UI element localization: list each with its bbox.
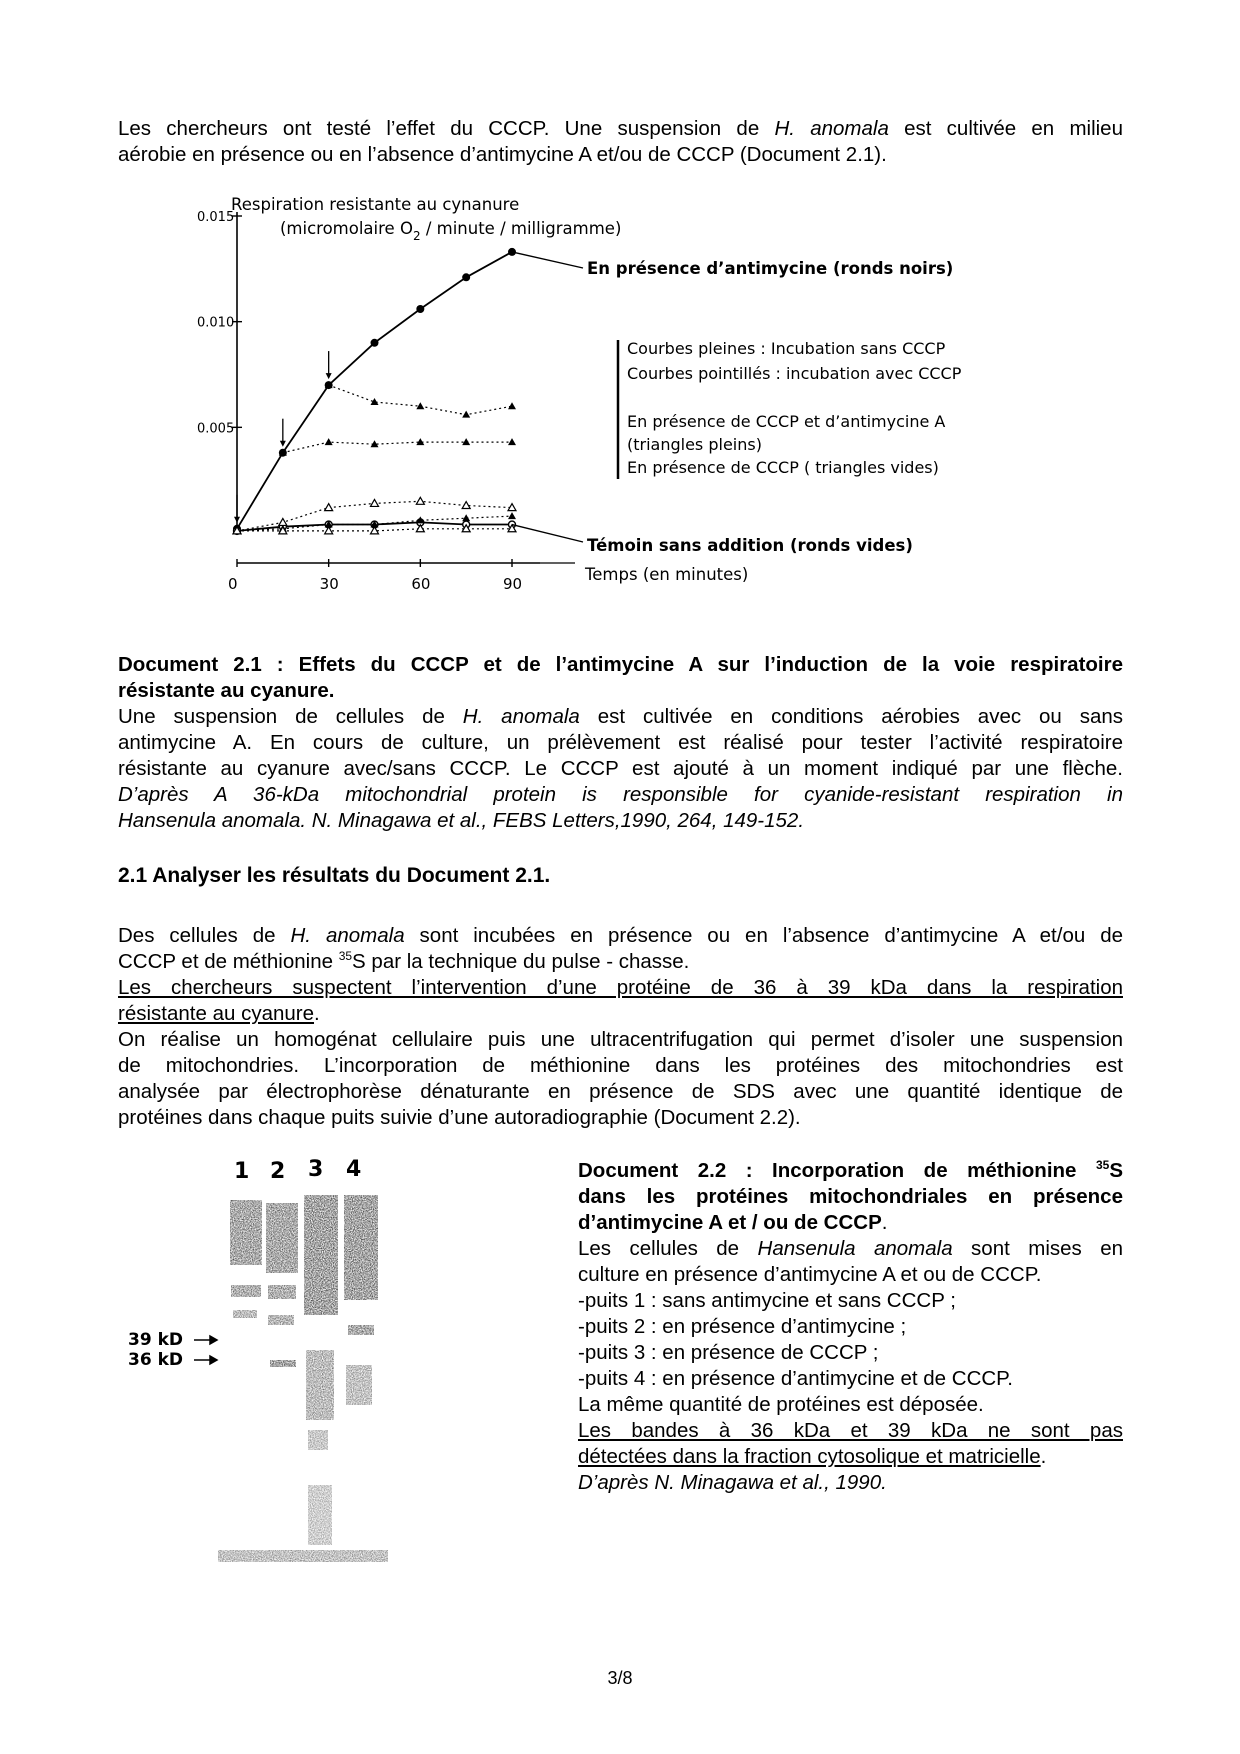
doc21-line-3: résistante au cyanure avec/sans CCCP. Le CCCP est ajouté à un moment indiqué par une flèche. — [118, 757, 1123, 780]
doc22-underlined-2: détectées dans la fraction cytosolique et matricielle. — [578, 1445, 1047, 1468]
y-axis-label-1: Respiration resistante au cynanure — [231, 195, 520, 214]
doc21-title-1: Document 2.1 : Effets du CCCP et de l’antimycine A sur l’induction de la voie respiratoire — [118, 653, 1123, 676]
point-cccp-vides — [279, 518, 287, 525]
doc22-puits-4: -puits 4 : en présence d’antimycine et de CCCP. — [578, 1367, 1013, 1390]
label-antimycine: En présence d’antimycine (ronds noirs) — [587, 259, 954, 278]
doc21-ref-2: Hansenula anomala. N. Minagawa et al., FEBS Letters,1990, 264, 149-152. — [118, 809, 805, 832]
point-cccp-vides-low — [325, 527, 333, 534]
doc22-line-1: Les cellules de Hansenula anomala sont mises en — [578, 1237, 1124, 1260]
doc21-title-2: résistante au cyanure. — [118, 679, 335, 702]
marker-39kd: 39 kD — [128, 1330, 183, 1350]
paragraph-2 — [118, 923, 1123, 1131]
point-antimycine — [371, 339, 379, 347]
point-cccp-vides — [416, 497, 424, 504]
para2-line-7: analysée par électrophorèse dénaturante en présence de SDS avec une quantité identique de — [118, 1080, 1123, 1103]
para2-line-6: de mitochondries. L’incorporation de méthionine dans les protéines des mitochondries est — [118, 1054, 1123, 1077]
series-line-cccp-antimycine-30 — [329, 385, 512, 415]
y-tick-label: 0.010 — [197, 315, 235, 331]
doc21-line-2: antimycine A. En cours de culture, un prélèvement est réalisé pour tester l’activité respiratoire — [118, 731, 1123, 754]
lane-label-4: 4 — [346, 1157, 362, 1182]
doc22-ref: D’après N. Minagawa et al., 1990. — [578, 1471, 887, 1494]
legend-item-1b: (triangles pleins) — [627, 435, 762, 454]
point-antimycine — [416, 305, 424, 313]
marker-arrows — [194, 1336, 217, 1364]
point-cccp-antimycine-15 — [325, 438, 333, 445]
legend-title-1: Courbes pleines : Incubation sans CCCP — [627, 339, 946, 358]
doc22-title-1: Document 2.2 : Incorporation de méthionine $^{35}$S — [578, 1158, 1123, 1182]
x-tick-label: 30 — [319, 575, 339, 593]
x-tick-label: 90 — [503, 575, 523, 593]
legend-item-1a: En présence de CCCP et d’antimycine A — [627, 412, 946, 431]
doc22-line-7: La même quantité de protéines est déposée. — [578, 1393, 984, 1416]
doc22-puits-2: -puits 2 : en présence d’antimycine ; — [578, 1315, 907, 1338]
point-cccp-vides — [325, 504, 333, 511]
label-temoin: Témoin sans addition (ronds vides) — [587, 536, 913, 555]
y-tick-label: 0.005 — [197, 421, 235, 437]
doc22-caption — [578, 1158, 1123, 1496]
doc22-title-3: d’antimycine A et / ou de CCCP. — [578, 1211, 888, 1234]
cccp-arrow-head — [326, 373, 332, 379]
marker-36kd: 36 kD — [128, 1350, 183, 1370]
doc22-puits-1: -puits 1 : sans antimycine et sans CCCP ; — [578, 1289, 956, 1312]
point-cccp-antimycine-0 — [462, 514, 470, 521]
point-cccp-antimycine-30 — [508, 402, 516, 409]
intro-line-1: Les chercheurs ont testé l’effet du CCCP. Une suspension de H. anomala est cultivée en milieu — [118, 117, 1123, 140]
point-antimycine — [462, 273, 470, 281]
gel-bands — [218, 1195, 388, 1562]
cccp-arrow-head — [280, 441, 286, 447]
gel-figure — [118, 1155, 418, 1575]
gel-autoradiography — [118, 1155, 418, 1575]
para2-line-1: Des cellules de H. anomala sont incubées en présence ou en l’absence d’antimycine A et/ou de — [118, 924, 1123, 947]
lane-label-3: 3 — [308, 1157, 324, 1182]
point-cccp-antimycine-15 — [508, 438, 516, 445]
para2-line-5: On réalise un homogénat cellulaire puis une ultracentrifugation qui permet d’isoler une suspension — [118, 1028, 1123, 1051]
point-cccp-antimycine-0 — [508, 512, 516, 519]
doc22-puits-3: -puits 3 : en présence de CCCP ; — [578, 1341, 879, 1364]
doc22-title-2: dans les protéines mitochondriales en présence — [578, 1185, 1123, 1208]
x-tick-label: 60 — [411, 575, 431, 593]
page-number: 3/8 — [607, 1668, 633, 1688]
leader-antimycine — [512, 252, 583, 268]
para2-underlined-1: Les chercheurs suspectent l’intervention d’une protéine de 36 à 39 kDa dans la respiration — [118, 976, 1123, 999]
doc21-ref-1: D’après A 36-kDa mitochondrial protein is responsible for cyanide-resistant respiration in — [118, 783, 1123, 806]
para2-line-2: CCCP et de méthionine $^{35}$S par la technique du pulse - chasse. — [118, 949, 690, 973]
intro-paragraph — [118, 116, 1123, 168]
series-line-cccp-antimycine-15 — [283, 442, 512, 453]
question-heading: 2.1 Analyser les résultats du Document 2.1. — [118, 864, 551, 887]
point-cccp-antimycine-30 — [416, 402, 424, 409]
x-tick-label: 0 — [228, 575, 238, 593]
doc21-caption — [118, 652, 1123, 834]
intro-line-2: aérobie en présence ou en l’absence d’antimycine A et/ou de CCCP (Document 2.1). — [118, 143, 887, 166]
cccp-arrow-head — [234, 517, 240, 523]
doc22-underlined-1: Les bandes à 36 kDa et 39 kDa ne sont pas — [578, 1419, 1123, 1442]
legend-item-2: En présence de CCCP ( triangles vides) — [627, 458, 939, 477]
doc21-line-1: Une suspension de cellules de H. anomala est cultivée en conditions aérobies avec ou sans — [118, 705, 1124, 728]
doc22-line-2: culture en présence d’antimycine A et ou de CCCP. — [578, 1263, 1042, 1286]
point-cccp-vides — [371, 499, 379, 506]
lane-label-1: 1 — [234, 1159, 250, 1184]
respiration-chart — [197, 192, 1035, 647]
series-line-antimycine — [237, 252, 512, 529]
lane-label-2: 2 — [270, 1159, 286, 1184]
para2-line-8: protéines dans chaque puits suivie d’une autoradiographie (Document 2.2). — [118, 1106, 801, 1129]
y-tick-label: 0.015 — [197, 210, 235, 225]
leader-temoin — [512, 525, 583, 542]
x-axis-label: Temps (en minutes) — [585, 565, 749, 584]
point-cccp-antimycine-30 — [462, 411, 470, 418]
legend-title-2: Courbes pointillés : incubation avec CCCP — [627, 364, 962, 383]
para2-underlined-2: résistante au cyanure. — [118, 1002, 320, 1025]
y-axis-label-2: (micromolaire $O_2$ / minute / milligramme) — [280, 219, 622, 243]
